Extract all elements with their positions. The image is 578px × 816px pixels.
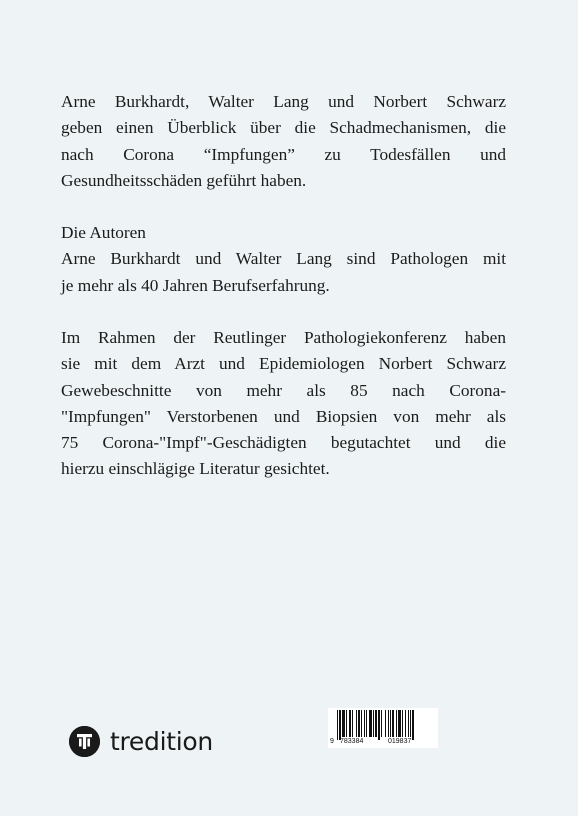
blurb-paragraph-summary xyxy=(61,89,506,194)
blurb-paragraph-research xyxy=(61,325,506,483)
blurb-line: nach Corona “Impfungen” zu Todesfällen und xyxy=(61,144,506,164)
blurb-line: Arne Burkhardt und Walter Lang sind Pathologen mit xyxy=(61,249,506,269)
barcode-bar xyxy=(373,710,374,737)
blurb-line: 75 Corona-"Impf"-Geschädigten begutachtet und die xyxy=(61,433,506,453)
barcode-bar xyxy=(356,710,357,737)
barcode-bar xyxy=(408,710,409,737)
blurb-line: je mehr als 40 Jahren Berufserfahrung. xyxy=(61,275,330,295)
blurb-line: Gewebeschnitte von mehr als 85 nach Corona- xyxy=(61,380,506,400)
authors-heading: Die Autoren xyxy=(61,223,146,242)
blurb-paragraph-authors xyxy=(61,220,506,299)
barcode-bar xyxy=(339,710,341,740)
blurb-line: hierzu einschlägige Literatur gesichtet. xyxy=(61,459,330,479)
barcode-bar xyxy=(346,710,347,737)
barcode-bar xyxy=(410,710,411,737)
barcode-bar xyxy=(390,710,391,737)
isbn-barcode xyxy=(328,708,438,748)
tredition-logo-icon xyxy=(69,726,100,757)
barcode-bar xyxy=(364,710,365,737)
barcode-bar xyxy=(388,710,389,737)
barcode-bar xyxy=(366,710,367,737)
isbn-left-group: 783384 xyxy=(340,738,364,745)
blurb-line: Gesundheitsschäden geführt haben. xyxy=(61,170,307,190)
barcode-bar xyxy=(375,710,377,737)
barcode-bar xyxy=(378,710,380,740)
barcode-bar xyxy=(352,710,353,737)
barcode-bar xyxy=(392,710,394,737)
barcode-bar xyxy=(385,710,386,737)
isbn-digits xyxy=(328,738,438,748)
barcode-bar xyxy=(342,710,345,737)
blurb-line: geben einen Überblick über die Schadmechanismen, die xyxy=(61,118,506,138)
barcode-bar xyxy=(369,710,372,737)
barcode-bar xyxy=(402,710,403,737)
blurb-line: sie mit dem Arzt und Epidemiologen Norbert Schwarz xyxy=(61,354,506,374)
barcode-bar xyxy=(398,710,401,737)
isbn-right-group: 019837 xyxy=(388,738,412,745)
publisher-logo xyxy=(69,726,213,757)
blurb-line: Im Rahmen der Reutlinger Pathologiekonferenz haben xyxy=(61,328,506,347)
barcode-bar xyxy=(337,710,338,740)
isbn-first-digit: 9 xyxy=(330,738,334,745)
barcode-bar xyxy=(412,710,414,740)
barcode-bar xyxy=(405,710,406,737)
blurb-line: "Impfungen" Verstorbenen und Biopsien von mehr als xyxy=(61,406,506,426)
barcode-bar xyxy=(396,710,397,737)
barcode-bar xyxy=(349,710,351,737)
barcode-bar xyxy=(358,710,360,737)
blurb-line: Arne Burkhardt, Walter Lang und Norbert Schwarz xyxy=(61,92,506,111)
barcode-bar xyxy=(381,710,382,737)
barcode-bar xyxy=(361,710,362,737)
publisher-name: tredition xyxy=(110,727,213,756)
